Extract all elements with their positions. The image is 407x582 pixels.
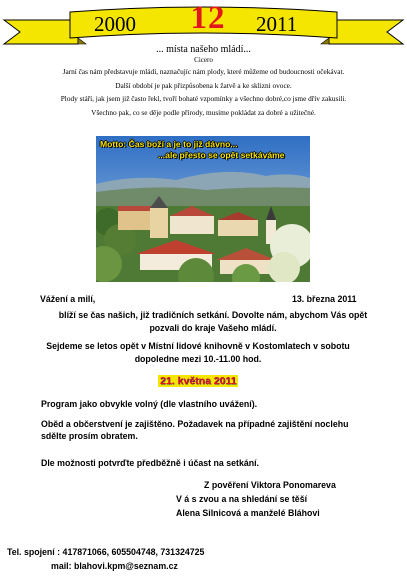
event-date-badge: 21. května 2011 bbox=[160, 375, 237, 387]
paragraph-invitation: blíží se čas našich, již tradičních setkání. Dovolte nám, abychom Vás opět pozvali do kraje Vašeho mládí. bbox=[58, 310, 368, 333]
paragraph-program: Program jako obvykle volný (dle vlastního uvážení). bbox=[41, 399, 258, 409]
signature-line-3: Alena Silnicová a manželé Bláhovi bbox=[176, 508, 320, 518]
paragraph-venue: Sejdeme se letos opět v Místní lidové knihovně v Kostomlatech v sobotu dopoledne mezi 10.-11.00 hod. bbox=[46, 341, 350, 364]
letter-date: 13. března 2011 bbox=[292, 294, 357, 304]
quote bbox=[30, 65, 377, 120]
contact-email[interactable]: mail: blahovi.kpm@seznam.cz bbox=[51, 561, 178, 571]
paragraph-lunch: Oběd a občerstvení je zajištěno. Požadavek na případné zajištění noclehu sdělte prosím obratem. bbox=[41, 419, 349, 441]
signature-line-1: Z pověření Viktora Ponomareva bbox=[204, 480, 336, 490]
quote-line: Další období je pak přizpůsobena k žatvě a ke sklizni ovoce. bbox=[115, 80, 292, 90]
year-end: 2011 bbox=[256, 12, 298, 36]
contact-phone: Tel. spojení : 417871066, 605504748, 731324725 bbox=[7, 547, 205, 557]
motto-line-1: Motto: Čas boží a je to již dávno... bbox=[100, 139, 238, 149]
motto-line-2: ...ale přesto se opět setkáváme bbox=[158, 150, 285, 160]
quote-line: Jarní čas nám představuje mládí, naznačujíc nám plody, které můžeme od budoucnosti očekávat. bbox=[62, 67, 345, 76]
quote-author: Cicero bbox=[194, 56, 213, 64]
signature-line-2: V á s zvou a na shledání se těší bbox=[176, 494, 308, 504]
greeting: Vážení a milí, bbox=[40, 294, 96, 304]
quote-line: Všechno pak, co se děje podle přírody, musíme pokládat za dobré a užitečné. bbox=[91, 108, 316, 118]
anniversary-number: 12 bbox=[190, 0, 226, 36]
town-photo bbox=[96, 136, 310, 282]
subtitle: ... místa našeho mládí... bbox=[156, 44, 251, 55]
paragraph-confirm: Dle možnosti potvrďte předběžně i účast na setkání. bbox=[41, 458, 259, 468]
year-start: 2000 bbox=[94, 12, 136, 36]
quote-line: Plody stáří, jak jsem již často řekl, tvoří bohaté vzpomínky a všechno dobré,co jsme dřív zakusili. bbox=[60, 94, 347, 104]
